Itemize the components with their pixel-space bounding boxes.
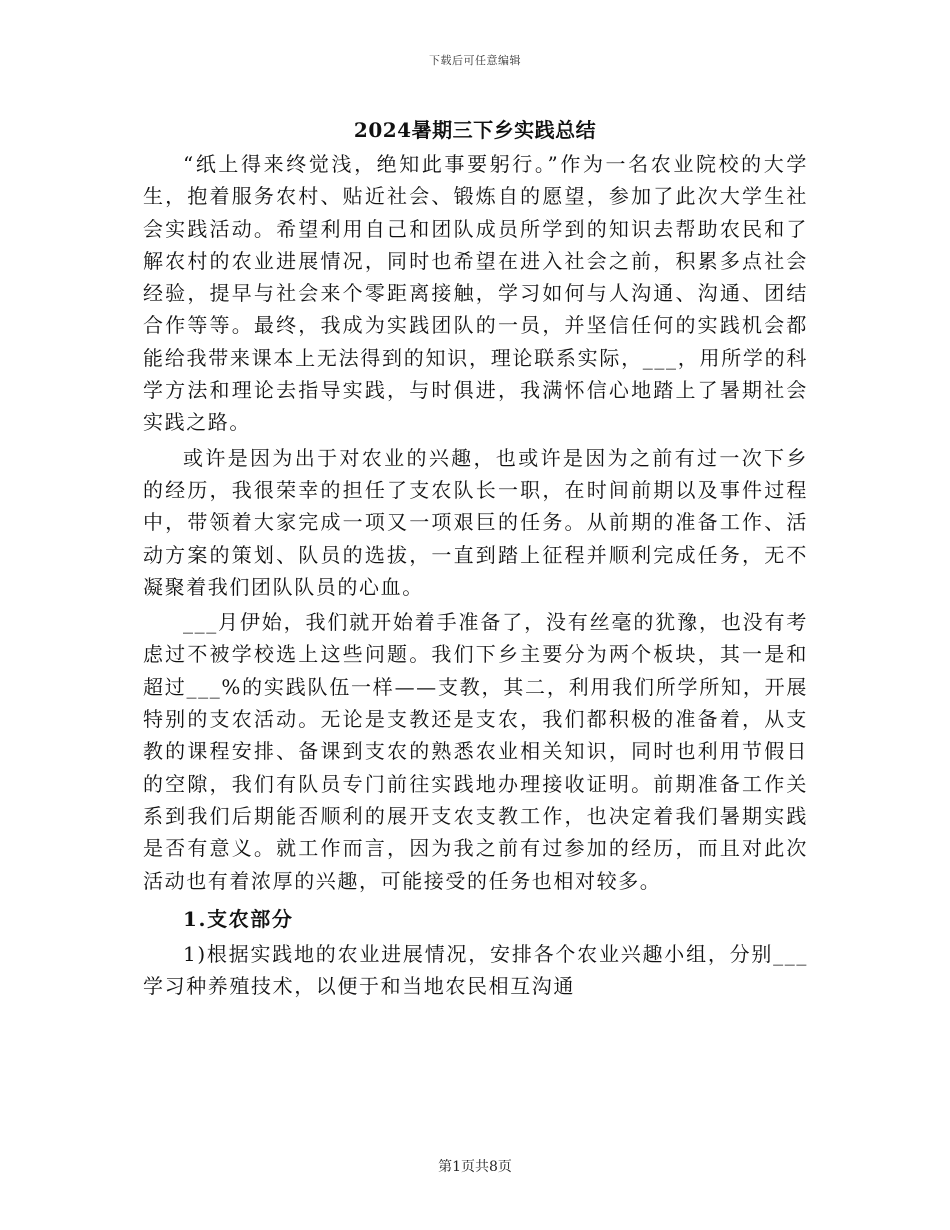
body-paragraph: ___月伊始，我们就开始着手准备了，没有丝毫的犹豫，也没有考虑过不被学校选上这些问题。我们下乡主要分为两个板块，其一是和超过___%的实践队伍一样——支教，其二，利用我们所学所知，开展特别的支农活动。无论是支教还是支农，我们都积极的准备着，从支教的课程安排、备课到支农的熟悉农业相关知识，同时也利用节假日的空隙，我们有队员专门前往实践地办理接收证明。前期准备工作关系到我们后期能否顺利的展开支农支教工作，也决定着我们暑期实践是否有意义。就工作而言，因为我之前有过参加的经历，而且对此次活动也有着浓厚的兴趣，可能接受的任务也相对较多。 <box>143 610 808 893</box>
page-header-note: 下载后可任意编辑 <box>429 54 521 67</box>
body-paragraph: 或许是因为出于对农业的兴趣，也或许是因为之前有过一次下乡的经历，我很荣幸的担任了支农队长一职，在时间前期以及事件过程中，带领着大家完成一项又一项艰巨的任务。从前期的准备工作、活动方案的策划、队员的选拔，一直到踏上征程并顺利完成任务，无不凝聚着我们团队队员的心血。 <box>143 445 808 599</box>
section-heading: 1.支农部分 <box>183 906 294 931</box>
section-paragraph: 1)根据实践地的农业进展情况，安排各个农业兴趣小组，分别___学习种养殖技术，以便于和当地农民相互沟通 <box>143 942 808 999</box>
document-body <box>143 148 808 1006</box>
body-paragraph: “纸上得来终觉浅，绝知此事要躬行。”作为一名农业院校的大学生，抱着服务农村、贴近社会、锻炼自的愿望，参加了此次大学生社会实践活动。希望利用自己和团队成员所学到的知识去帮助农民和了解农村的农业进展情况，同时也希望在进入社会之前，积累多点社会经验，提早与社会来个零距离接触，学习如何与人沟通、沟通、团结合作等等。最终，我成为实践团队的一员，并坚信任何的实践机会都能给我带来课本上无法得到的知识，理论联系实际，___，用所学的科学方法和理论去指导实践，与时俱进，我满怀信心地踏上了暑期社会实践之路。 <box>143 152 808 435</box>
document-title: 2024暑期三下乡实践总结 <box>353 118 597 142</box>
page-footer-number: 第1页共8页 <box>438 1159 512 1175</box>
